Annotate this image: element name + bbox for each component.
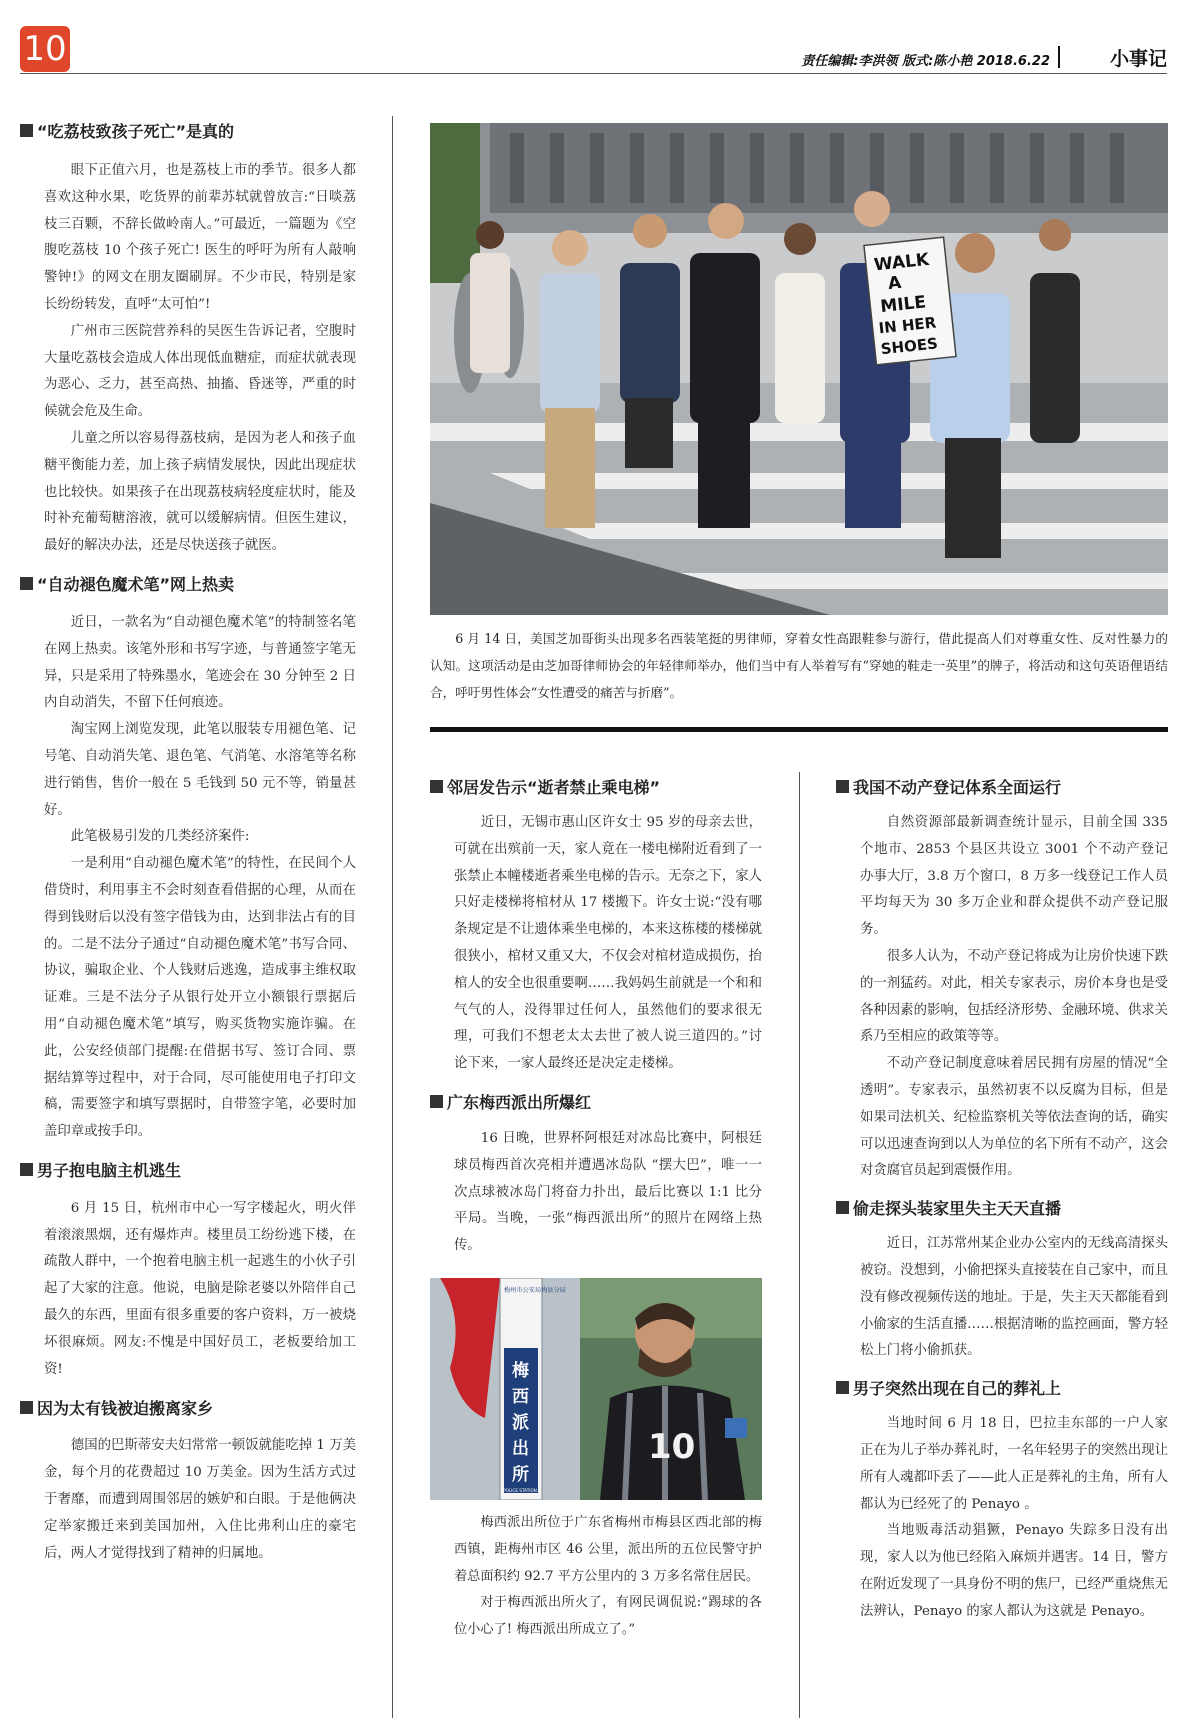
headline-marker (836, 1381, 849, 1394)
right-column (836, 772, 1168, 1626)
sign-line: MILE (879, 292, 927, 318)
article-body (20, 158, 356, 560)
article-body (430, 810, 762, 1078)
headline-marker (20, 577, 33, 590)
article-headline: 我国不动产登记体系全面运行 (836, 772, 1168, 800)
headline-marker (20, 1401, 33, 1414)
left-column (20, 116, 356, 1567)
lawyers-march-photo (430, 123, 1168, 615)
paragraph: 广州市三医院营养科的吴医生告诉记者，空腹时大量吃荔枝会造成人体出现低血糖症，而症状就表现为恶心、乏力，甚至高热、抽搐、昏迷等，严重的时候就会危及生命。 (44, 323, 356, 420)
paragraph: 近日，一款名为“自动褪色魔术笔”的特制签名笔在网上热卖。该笔外形和书写字迹，与普通签字笔无异，只是采用了特殊墨水，笔迹会在 30 分钟至 2 日内自动消失，不留下任何痕迹。 (44, 614, 356, 711)
article-body (836, 1411, 1168, 1625)
main-photo (430, 123, 1168, 615)
article-headline: 男子抱电脑主机逃生 (20, 1156, 356, 1184)
paragraph: 当地时间 6 月 18 日，巴拉圭东部的一户人家正在为儿子举办葬礼时，一名年轻男子的突然出现让所有人魂都吓丢了——此人正是葬礼的主角，所有人都认为已经死了的 Penayo 。 (860, 1416, 1168, 1512)
article-headline: 广东梅西派出所爆红 (430, 1088, 762, 1116)
article-body (430, 1126, 762, 1260)
headline-marker (430, 1095, 443, 1108)
header-separator (1058, 46, 1060, 68)
headline-marker (836, 1201, 849, 1214)
plaque-small-text: 梅州市公安局梅县分局 (504, 1286, 566, 1294)
paragraph: 自然资源部最新调查统计显示，目前全国 335 个地市、2853 个县区共设立 3001 个不动产登记办事大厅，3.8 万个窗口，8 万多一线登记工作人员平均每天为 30 多万企业和群众提供不动产登记服务。 (860, 815, 1168, 938)
article-body (836, 810, 1168, 1185)
sign-line: IN HER (877, 313, 938, 338)
headline-marker (20, 1163, 33, 1176)
photo-caption: 对于梅西派出所火了，有网民调侃说:“踢球的各位小心了! 梅西派出所成立了。” (454, 1595, 762, 1638)
article-headline: 邻居发告示“逝者禁止乘电梯” (430, 772, 762, 800)
header-rule (20, 73, 1167, 74)
messi-police-station-photo (430, 1278, 762, 1500)
page-header (0, 0, 1200, 80)
headline-marker (430, 780, 443, 793)
paragraph: 儿童之所以容易得荔枝病，是因为老人和孩子血糖平衡能力差，加上孩子病情发展快，因此出现症状也比较快。如果孩子在出现荔枝病轻度症状时，能及时补充葡萄糖溶液，就可以缓解病情。但医生建议，最好的解决办法，还是尽快送孩子就医。 (44, 430, 356, 554)
paragraph: 近日，江苏常州某企业办公室内的无线高清探头被窃。没想到，小偷把探头直接装在自己家中，而且没有修改视频传送的地址。于是，失主天天都能看到小偷家的生活直播……根据清晰的监控画面，警方轻松上门将小偷抓获。 (860, 1236, 1168, 1359)
protest-sign (864, 237, 956, 365)
article-headline: “自动褪色魔术笔”网上热卖 (20, 570, 356, 598)
messi-photo (430, 1278, 762, 1500)
paragraph: 眼下正值六月，也是荔枝上市的季节。很多人都喜欢这种水果，吃货界的前辈苏轼就曾放言:“日啖荔枝三百颗，不辞长做岭南人。”可最近，一篇题为《空腹吃荔枝 10 个孩子死亡! 医生的呼吁为所有人敲响警钟!》的网文在朋友圈刷屏。不少市民，特别是家长纷纷转发，直呼“太可怕”! (44, 163, 356, 312)
page-number: 10 (20, 26, 70, 72)
paragraph: 很多人认为，不动产登记将成为让房价快速下跌的一剂猛药。对此，相关专家表示，房价本身也是受各种因素的影响，包括经济形势、金融环境、供求关系乃至相应的政策等等。 (860, 948, 1168, 1045)
plaque-english: POLICE STATION (503, 1487, 537, 1493)
paragraph: 淘宝网上浏览发现，此笔以服装专用褪色笔、记号笔、自动消失笔、退色笔、气消笔、水溶笔等名称进行销售，售价一般在 5 毛钱到 50 元不等，销量甚好。 (44, 722, 356, 818)
article-body (836, 1231, 1168, 1365)
article-body (20, 1196, 356, 1384)
article-headline: 男子突然出现在自己的葬礼上 (836, 1373, 1168, 1401)
column-divider (392, 116, 393, 1718)
photo-caption: 梅西派出所位于广东省梅州市梅县区西北部的梅西镇，距梅州市区 46 公里，派出所的五位民警守护着总面积约 92.7 平方公里内的 3 万多名常住居民。 (454, 1514, 762, 1584)
paragraph: 德国的巴斯蒂安夫妇常常一顿饭就能吃掉 1 万美金，每个月的花费超过 10 万美金。因为生活方式过于奢靡，而遭到周围邻居的嫉妒和白眼。于是他俩决定举家搬迁来到美国加州，入住比弗利山庄的豪宅后，两人才觉得找到了精神的归属地。 (44, 1438, 356, 1561)
plaque-char: 西 (512, 1386, 529, 1407)
paragraph: 16 日晚，世界杯阿根廷对冰岛比赛中，阿根廷球员梅西首次亮相并遭遇冰岛队 “摆大巴”，唯一一次点球被冰岛门将奋力扑出，最后比赛以 1:1 比分平局。当晚，一张“梅西派出所”的照片在网络上热传。 (454, 1130, 762, 1254)
paragraph: 此笔极易引发的几类经济案件: (70, 829, 250, 845)
plaque-char: 出 (512, 1438, 529, 1459)
sign-line: SHOES (879, 334, 939, 359)
article-body (20, 610, 356, 1146)
section-rule (430, 727, 1168, 732)
messi-caption-block (430, 1510, 762, 1644)
paragraph: 6 月 15 日，杭州市中心一写字楼起火，明火伴着滚滚黑烟，还有爆炸声。楼里员工纷纷逃下楼，在疏散人群中，一个抱着电脑主机一起逃生的小伙子引起了大家的注意。他说，电脑是除老婆以外陪伴自己最久的东西，里面有很多重要的客户资料，万一被烧坏很麻烦。网友:不愧是中国好员工，老板要给加工资! (44, 1200, 356, 1377)
plaque-char: 梅 (512, 1360, 529, 1381)
main-photo-caption-block (430, 625, 1168, 706)
article-headline: “吃荔枝致孩子死亡”是真的 (20, 116, 356, 144)
section-title: 小事记 (1109, 48, 1167, 70)
plaque-char: 所 (512, 1464, 529, 1485)
sign-line: WALK (873, 249, 930, 276)
plaque-char: 派 (512, 1412, 529, 1433)
article-headline: 偷走探头装家里失主天天直播 (836, 1193, 1168, 1221)
article-headline: 因为太有钱被迫搬离家乡 (20, 1393, 356, 1421)
editor-credits: 责任编辑:李洪领 版式:陈小艳 2018.6.22 (801, 54, 1050, 69)
sign-line: A (887, 272, 903, 295)
paragraph: 当地贩毒活动猖獗，Penayo 失踪多日没有出现，家人以为他已经陷入麻烦并遇害。14 日，警方在附近发现了一具身份不明的焦尸，已经严重烧焦无法辨认，Penayo 的家人都认为这就是 Penayo。 (860, 1523, 1168, 1619)
column-divider (799, 772, 800, 1718)
paragraph: 不动产登记制度意味着居民拥有房屋的情况“全透明”。专家表示，虽然初衷不以反腐为目标，但是如果司法机关、纪检监察机关等依法查询的话，确实可以迅速查询到以人为单位的名下所有不动产，这会对贪腐官员起到震慑作用。 (860, 1056, 1168, 1179)
middle-column (430, 772, 762, 1644)
paragraph: 近日，无锡市惠山区许女士 95 岁的母亲去世，可就在出殡前一天，家人竟在一楼电梯附近看到了一张禁止本幢楼逝者乘坐电梯的告示。无奈之下，家人只好走楼梯将棺材从 17 楼搬下。许女士说:“没有哪条规定是不让遗体乘坐电梯的，本来这栋楼的楼梯就很狭小，棺材又重又大，不仅会对棺材造成损伤，抬棺人的安全也很重要啊……我妈妈生前就是一个和和气气的人，没得罪过任何人，虽然他们的要求很无理，可我们不想老太太去世了被人说三道四的。”讨论下来，一家人最终还是决定走楼梯。 (454, 815, 762, 1072)
jersey-number: 10 (648, 1426, 696, 1467)
photo-caption: 6 月 14 日，美国芝加哥街头出现多名西装笔挺的男律师，穿着女性高跟鞋参与游行，借此提高人们对尊重女性、反对性暴力的认知。这项活动是由芝加哥律师协会的年轻律师举办，他们当中有人举着写有“穿她的鞋走一英里”的牌子，将活动和这句英语俚语结合，呼吁男性体会“女性遭受的痛苦与折磨”。 (430, 631, 1168, 700)
headline-marker (20, 124, 33, 137)
article-body (20, 1433, 356, 1567)
headline-marker (836, 780, 849, 793)
paragraph: 一是利用“自动褪色魔术笔”的特性，在民间个人借贷时，利用事主不会时刻查看借据的心理，从而在得到钱财后以没有签字借钱为由，达到非法占有的目的。二是不法分子通过“自动褪色魔术笔”书写合同、协议，骗取企业、个人钱财后逃逸，造成事主维权取证难。三是不法分子从银行处开立小额银行票据后用“自动褪色魔术笔”填写，购买货物实施诈骗。在此，公安经侦部门提醒:在借据书写、签订合同、票据结算等过程中，对于合同，尽可能使用电子打印文稿，需要签字和填写票据时，自带签字笔，必要时加盖印章或按手印。 (44, 856, 356, 1140)
